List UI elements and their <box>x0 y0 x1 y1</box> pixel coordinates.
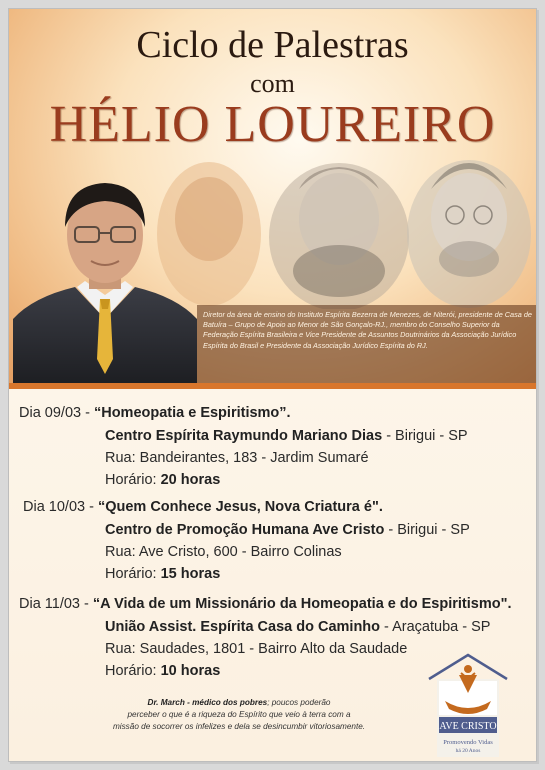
event-time: 20 horas <box>160 472 221 488</box>
speaker-photo <box>13 169 197 385</box>
header-banner <box>9 9 536 383</box>
event-talk: “A Vida de um Missionário da Homeopatia e do Espiritismo". <box>92 596 512 612</box>
footer-quote <box>69 697 409 733</box>
logo-name: AVE CRISTO <box>439 721 497 732</box>
event-date: Dia 11/03 - <box>19 596 93 612</box>
title-line2: com <box>250 69 295 98</box>
event-address: Rua: Saudades, 1801 - Bairro Alto da Saudade <box>105 641 408 657</box>
footer-text: ; poucos poderão <box>267 698 331 707</box>
footer-line3: missão de socorrer os infelizes e dela se desincumbir vitoriosamente. <box>112 722 366 731</box>
event-time-label: Horário: <box>105 472 161 488</box>
speaker-name: HÉLIO LOUREIRO <box>49 96 496 153</box>
event-venue: União Assist. Espírita Casa do Caminho <box>105 619 381 635</box>
bio-text: Diretor da área de ensino do Instituto Espírita Bezerra de Menezes, de Niterói, presidente de Casa de Batuíra – Grupo de Apoio ao Menor de São Gonçalo-RJ., membro do Conselho Superior da Federação Espírita Brasileira e Vice Presidente de Assuntos Doutrinários da Associação Jurídico Espírita do Brasil e Presidente da Associação Jurídico Espírita do RJ. <box>203 310 532 350</box>
ave-cristo-logo <box>425 653 511 757</box>
event-address: Rua: Bandeirantes, 183 - Jardim Sumaré <box>105 450 369 466</box>
logo-tagline1: Promovendo Vidas <box>443 739 493 746</box>
event-city: - Birigui - SP <box>382 428 468 444</box>
event-time: 15 horas <box>160 566 221 582</box>
bio-box <box>197 305 536 383</box>
event-city: - Birigui - SP <box>384 522 470 538</box>
event-talk: “Homeopatia e Espiritismo”. <box>93 405 291 421</box>
event-talk: “Quem Conhece Jesus, Nova Criatura é". <box>97 499 383 515</box>
footer-lead: Dr. March - médico dos pobres <box>147 698 268 707</box>
title-line1: Ciclo de Palestras <box>136 24 409 66</box>
footer-line2: perceber o que é a riqueza do Espírito que veio à terra com a <box>127 710 351 719</box>
event-address: Rua: Ave Cristo, 600 - Bairro Colinas <box>105 544 342 560</box>
event-time-label: Horário: <box>105 566 161 582</box>
event-venue: Centro de Promoção Humana Ave Cristo <box>105 522 385 538</box>
events-section <box>9 389 536 761</box>
event-date: Dia 10/03 - <box>23 499 94 515</box>
event-date: Dia 09/03 - <box>19 405 90 421</box>
event-venue: Centro Espírita Raymundo Mariano Dias <box>105 428 383 444</box>
background-portraits-image <box>149 149 536 309</box>
event-time-label: Horário: <box>105 663 161 679</box>
event-time: 10 horas <box>160 663 221 679</box>
logo-tagline2: há 20 Anos <box>455 748 481 754</box>
poster <box>8 8 537 762</box>
event-city: - Araçatuba - SP <box>380 619 491 635</box>
